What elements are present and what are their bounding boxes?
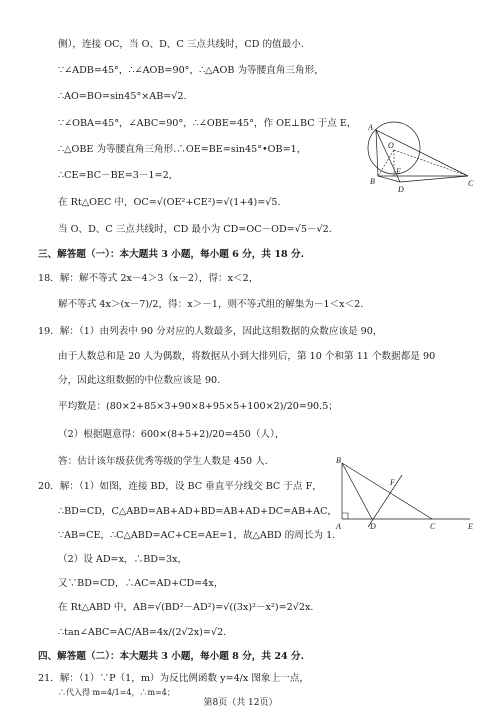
label-e: E: [396, 167, 401, 176]
label-b: B: [370, 177, 375, 186]
section-heading: 四、解答题（二）：本大题共 3 小题，每小题 8 分，共 24 分.: [38, 651, 304, 662]
label-b: B: [336, 456, 341, 465]
label-e: E: [468, 522, 473, 531]
text-line: 在 Rt△OEC 中，OC=√(OE²+CE²)=√(1+4)=√5.: [58, 197, 281, 208]
text-line: 在 Rt△ABD 中，AB=√(BD²－AD²)=√((3x)²－x²)=2√2x.: [58, 602, 314, 613]
label-c: C: [430, 522, 436, 531]
section-heading: 三、解答题（一）：本大题共 3 小题，每小题 6 分，共 18 分.: [38, 249, 304, 260]
text-line: ∵∠OBA=45°，∠ABC=90°，∴∠OBE=45°，作 OE⊥BC 于点 E，: [58, 118, 357, 129]
label-d: D: [370, 522, 376, 531]
text-line: （2）设 AD=x，∴BD=3x，: [58, 554, 188, 565]
text-line: 平均数是：(80×2+85×3+90×8+95×5+100×2)/20=90.5；: [58, 401, 338, 412]
text-line: ∵AB=CE，∴C△ABD=AC+CE=AE=1，故△ABD 的周长为 1.: [58, 530, 336, 541]
text-line: ∴BD=CD，C△ABD=AB+AD+BD=AB+AD+DC=AB+AC，: [58, 506, 338, 517]
label-f: F: [390, 478, 395, 487]
text-line: ∵∠ADB=45°，∴∠AOB=90°，∴△AOB 为等腰直角三角形，: [58, 65, 324, 76]
text-line: 20．解：（1）如图，连接 BD，设 BC 垂直平分线交 BC 于点 F，: [38, 481, 322, 492]
segment-oc: [394, 150, 468, 176]
text-line: ∴tan∠ABC=AC/AB=4x/(2√2x)=√2.: [58, 627, 227, 638]
text-line: 答：估计该年级获优秀等级的学生人数是 450 人.: [58, 456, 268, 467]
label-a: A: [336, 522, 341, 531]
label-o: O: [388, 141, 394, 150]
segment-bd: [378, 176, 400, 182]
geometry-figure-2: [330, 455, 478, 535]
text-line: 又∵BD=CD，∴AC=AD+CD=4x，: [58, 578, 224, 589]
text-line: 解不等式 4x＞(x－7)/2，得：x＞－1，则不等式组的解集为－1＜x＜2.: [58, 299, 364, 310]
text-line: ∴△OBE 为等腰直角三角形.∴OE=BE=sin45°•OB=1，: [58, 144, 307, 155]
segment-ab: [376, 130, 378, 176]
segment-bd: [342, 463, 372, 519]
text-line: ∴代入得 m=4/1=4，∴m=4；: [58, 688, 175, 697]
segment-bc: [342, 463, 432, 519]
label-c: C: [468, 179, 474, 188]
text-line: 分，因此这组数据的中位数应该是 90.: [58, 375, 221, 386]
text-line: ∴CE=BC－BE=3－1=2，: [58, 170, 179, 181]
geometry-figure-1: [364, 118, 476, 198]
page-footer: 第8页（共 12页）: [203, 698, 278, 708]
segment-dc: [400, 176, 468, 182]
label-d: D: [398, 185, 404, 194]
text-line: 侧），连接 OC，当 O、D、C 三点共线时，CD 的值最小.: [58, 39, 304, 50]
label-a: A: [368, 123, 373, 132]
text-line: 当 O、D、C 三点共线时，CD 最小为 CD=OC－OD=√5－√2.: [58, 224, 332, 235]
text-line: 18．解：解不等式 2x－4＞3（x－2），得：x＜2，: [38, 273, 259, 284]
right-angle-mark: [342, 513, 348, 519]
text-line: 21．解：（1）∵P（1，m）为反比例函数 y=4/x 图象上一点，: [38, 673, 309, 684]
text-line: 19．解：（1）由列表中 90 分对应的人数最多，因此这组数据的众数应该是 90，: [38, 326, 383, 337]
text-line: 由于人数总和是 20 人为偶数，将数据从小到大排列后，第 10 个和第 11 个数据都是 90: [58, 351, 436, 362]
segment-ac: [376, 130, 468, 176]
text-line: （2）根据题意得：600×(8+5+2)/20=450（人），: [58, 429, 285, 440]
text-line: ∴AO=BO=sin45°×AB=√2.: [58, 91, 187, 102]
